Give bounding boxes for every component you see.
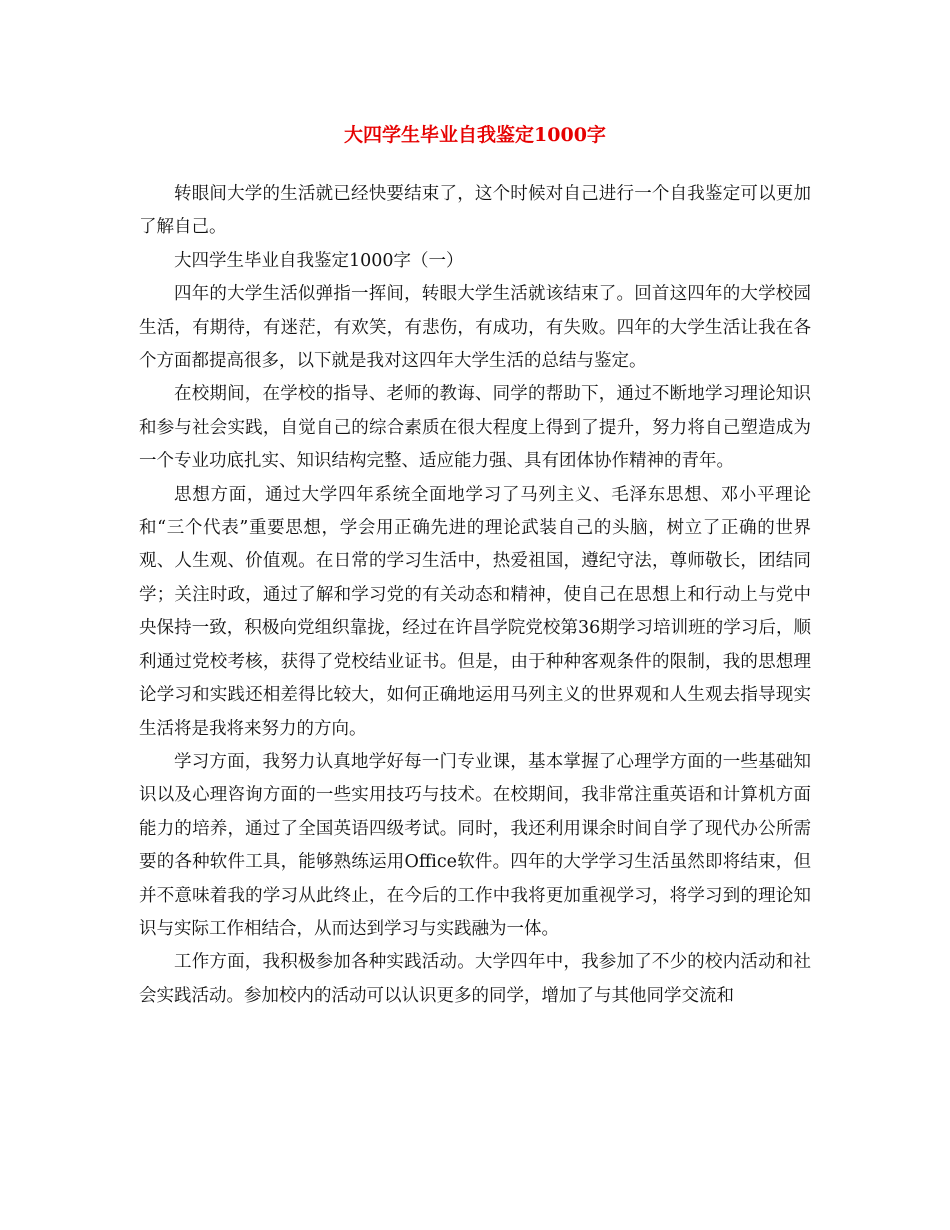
paragraph-ideology: 思想方面，通过大学四年系统全面地学习了马列主义、毛泽东思想、邓小平理论和“三个代表”重要思想，学会用正确先进的理论武装自己的头脑，树立了正确的世界观、人生观、价值观。在日常的学习生活中，热爱祖国，遵纪守法，尊师敬长，团结同学；关注时政，通过了解和学习党的有关动态和精神，使自己在思想上和行动上与党中央保持一致，积极向党组织靠拢，经过在许昌学院党校第36期学习培训班的学习后，顺利通过党校考核，获得了党校结业证书。但是，由于种种客观条件的限制，我的思想理论学习和实践还相差得比较大，如何正确地运用马列主义的世界观和人生观去指导现实生活将是我将来努力的方向。 <box>139 484 811 739</box>
paragraph-growth: 在校期间，在学校的指导、老师的教诲、同学的帮助下，通过不断地学习理论知识和参与社会实践，自觉自己的综合素质在很大程度上得到了提升，努力将自己塑造成为一个专业功底扎实、知识结构完整、适应能力强、具有团体协作精神的青年。 <box>139 384 811 472</box>
section-heading: 大四学生毕业自我鉴定1000字（一） <box>174 250 464 271</box>
paragraph-work: 工作方面，我积极参加各种实践活动。大学四年中，我参加了不少的校内活动和社会实践活动。参加校内的活动可以认识更多的同学，增加了与其他同学交流和 <box>139 952 811 1006</box>
paragraph-overview: 四年的大学生活似弹指一挥间，转眼大学生活就该结束了。回首这四年的大学校园生活，有期待，有迷茫，有欢笑，有悲伤，有成功，有失败。四年的大学生活让我在各个方面都提高很多，以下就是我对这四年大学生活的总结与鉴定。 <box>139 284 811 372</box>
paragraph-study: 学习方面，我努力认真地学好每一门专业课，基本掌握了心理学方面的一些基础知识以及心理咨询方面的一些实用技巧与技术。在校期间，我非常注重英语和计算机方面能力的培养，通过了全国英语四级考试。同时，我还利用课余时间自学了现代办公所需要的各种软件工具，能够熟练运用Office软件。四年的大学学习生活虽然即将结束，但并不意味着我的学习从此终止，在今后的工作中我将更加重视学习，将学习到的理论知识与实际工作相结合，从而达到学习与实践融为一体。 <box>139 751 811 939</box>
paragraph-intro: 转眼间大学的生活就已经快要结束了，这个时候对自己进行一个自我鉴定可以更加了解自己。 <box>139 184 811 238</box>
document-title: 大四学生毕业自我鉴定1000字 <box>344 124 606 146</box>
document-body <box>139 178 811 1013</box>
